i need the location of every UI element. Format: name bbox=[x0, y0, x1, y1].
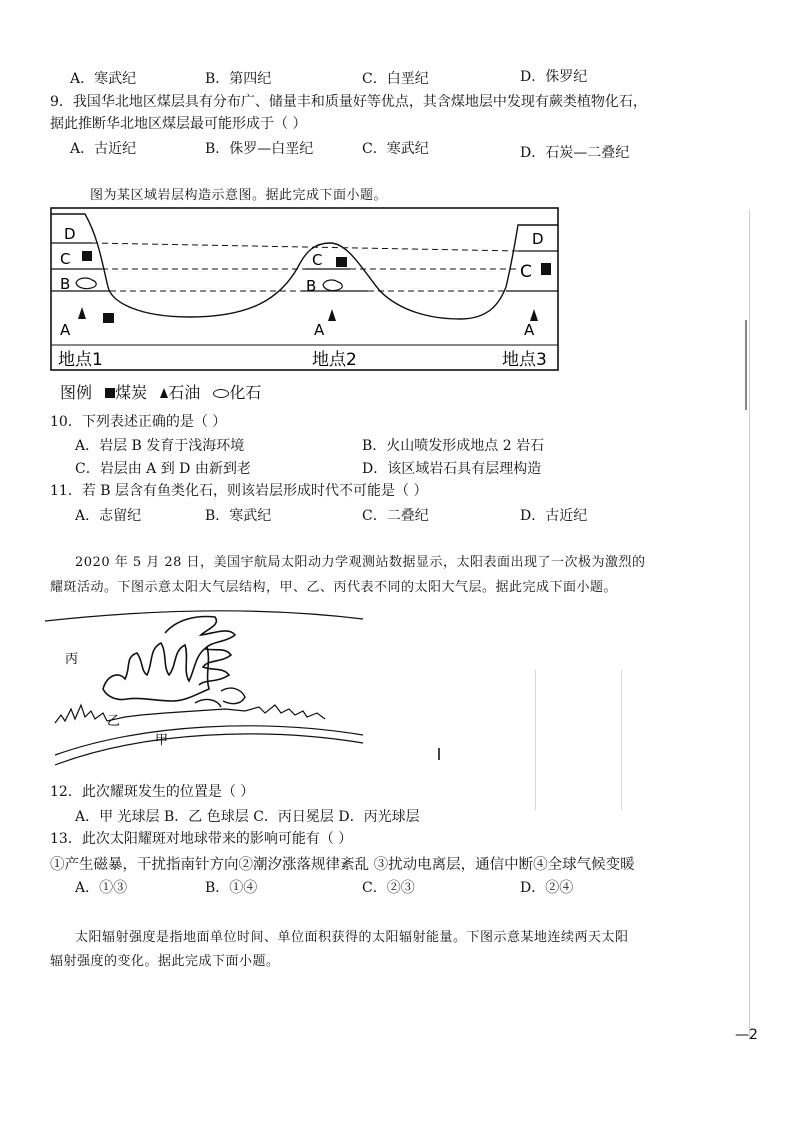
prev-option-d: D．侏罗纪 bbox=[520, 69, 588, 85]
photosphere-boundary bbox=[55, 734, 363, 765]
layer-label-c-2: C bbox=[312, 251, 323, 269]
legend-coal: 煤炭 bbox=[115, 383, 148, 402]
radiation-intro-line2: 辐射强度的变化。据此完成下面小题。 bbox=[50, 954, 280, 969]
margin-line bbox=[749, 210, 750, 1040]
q13-option-d: D．②④ bbox=[520, 880, 574, 896]
fossil-icon bbox=[213, 389, 229, 398]
sun-intro-line1: 2020 年 5 月 28 日，美国宇航局太阳动力学观测站数据显示，太阳表面出现了一次极为激烈的 bbox=[75, 555, 646, 570]
strata-diagram bbox=[50, 207, 560, 372]
prominence-main bbox=[103, 643, 209, 701]
label-jia: 甲 bbox=[155, 733, 169, 748]
q9-stem-line2: 据此推断华北地区煤层最可能形成于（ ） bbox=[50, 116, 307, 132]
scan-artifact bbox=[535, 670, 622, 810]
layer-label-c-1: C bbox=[60, 250, 71, 268]
q10-option-a: A．岩层 B 发育于浅海环境 bbox=[75, 438, 245, 454]
prev-option-a: A．寒武纪 bbox=[70, 71, 137, 87]
location-2-label: 地点2 bbox=[312, 350, 357, 370]
spicule-fringe bbox=[55, 705, 325, 723]
coal-icon bbox=[336, 257, 347, 267]
flare-loop bbox=[221, 688, 245, 704]
margin-mark bbox=[745, 320, 747, 410]
q11-stem: 11．若 B 层含有鱼类化石，则该岩层形成时代不可能是（ ） bbox=[50, 483, 428, 499]
q9-option-d: D．石炭—二叠纪 bbox=[520, 145, 630, 161]
q10-stem: 10．下列表述正确的是（ ） bbox=[50, 414, 227, 430]
coal-icon bbox=[541, 263, 551, 275]
coal-icon bbox=[82, 251, 92, 261]
label-yi: 乙 bbox=[107, 714, 121, 729]
scan-mark bbox=[438, 748, 440, 760]
coal-icon bbox=[105, 388, 115, 398]
flare-loop-small bbox=[195, 700, 221, 707]
q9-stem-line1: 9．我国华北地区煤层具有分布广、储量丰和质量好等优点，其含煤地层中发现有蕨类植物化石， bbox=[50, 94, 647, 110]
page-number: —2 bbox=[735, 1027, 758, 1043]
strata-intro: 图为某区域岩层构造示意图。据此完成下面小题。 bbox=[90, 188, 388, 203]
label-bing: 丙 bbox=[65, 652, 79, 667]
q13-items: ①产生磁暴，干扰指南针方向②潮汐涨落规律紊乱 ③扰动电离层，通信中断④全球气候变暖 bbox=[50, 857, 635, 873]
q12-stem: 12．此次耀斑发生的位置是（ ） bbox=[50, 784, 255, 800]
q13-stem: 13．此次太阳耀斑对地球带来的影响可能有（ ） bbox=[50, 831, 353, 847]
prev-option-b: B．第四纪 bbox=[205, 71, 272, 87]
layer-label-a-1: A bbox=[60, 321, 71, 339]
q11-option-d: D．古近纪 bbox=[520, 508, 588, 524]
q13-option-c: C．②③ bbox=[362, 880, 415, 896]
q9-option-c: C．寒武纪 bbox=[362, 141, 429, 157]
q13-option-b: B．①④ bbox=[205, 880, 258, 896]
q11-option-c: C．二叠纪 bbox=[362, 508, 429, 524]
q10-option-b: B．火山喷发形成地点 2 岩石 bbox=[362, 438, 545, 454]
layer-label-a-2: A bbox=[314, 321, 325, 339]
q12-options: A．甲 光球层 B．乙 色球层 C．丙日冕层 D．丙光球层 bbox=[75, 809, 420, 825]
layer-label-b-1: B bbox=[60, 275, 71, 293]
q10-option-d: D．该区域岩石具有层理构造 bbox=[362, 461, 542, 477]
sun-intro-line2: 耀斑活动。下图示意太阳大气层结构，甲、乙、丙代表不同的太阳大气层。据此完成下面小题。 bbox=[50, 580, 618, 595]
location-1-label: 地点1 bbox=[58, 350, 103, 370]
layer-label-d-1: D bbox=[64, 225, 76, 243]
prominence-upper bbox=[165, 617, 235, 685]
q9-option-a: A．古近纪 bbox=[70, 141, 137, 157]
q13-option-a: A．①③ bbox=[75, 880, 128, 896]
layer-label-d-3: D bbox=[532, 230, 544, 248]
prev-option-c: C．白垩纪 bbox=[362, 71, 429, 87]
radiation-intro-line1: 太阳辐射强度是指地面单位时间、单位面积获得的太阳辐射能量。下图示意某地连续两天太阳 bbox=[75, 930, 629, 945]
diagram-frame bbox=[51, 208, 558, 370]
q9-option-b: B．侏罗—白垩纪 bbox=[205, 141, 314, 157]
legend-oil: 石油 bbox=[168, 383, 201, 402]
layer-label-c-3: C bbox=[520, 262, 532, 282]
coal-icon bbox=[103, 313, 114, 323]
sun-atmosphere-diagram bbox=[45, 605, 365, 775]
layer-label-b-2: B bbox=[306, 277, 317, 295]
layer-label-a-3: A bbox=[524, 321, 535, 339]
q10-option-c: C．岩层由 A 到 D 由新到老 bbox=[75, 461, 251, 477]
q11-option-b: B．寒武纪 bbox=[205, 508, 272, 524]
legend-fossil: 化石 bbox=[229, 383, 262, 402]
location-3-label: 地点3 bbox=[502, 350, 547, 370]
q11-option-a: A．志留纪 bbox=[75, 508, 142, 524]
legend-title: 图例 bbox=[60, 383, 93, 402]
strata-legend bbox=[60, 380, 261, 403]
